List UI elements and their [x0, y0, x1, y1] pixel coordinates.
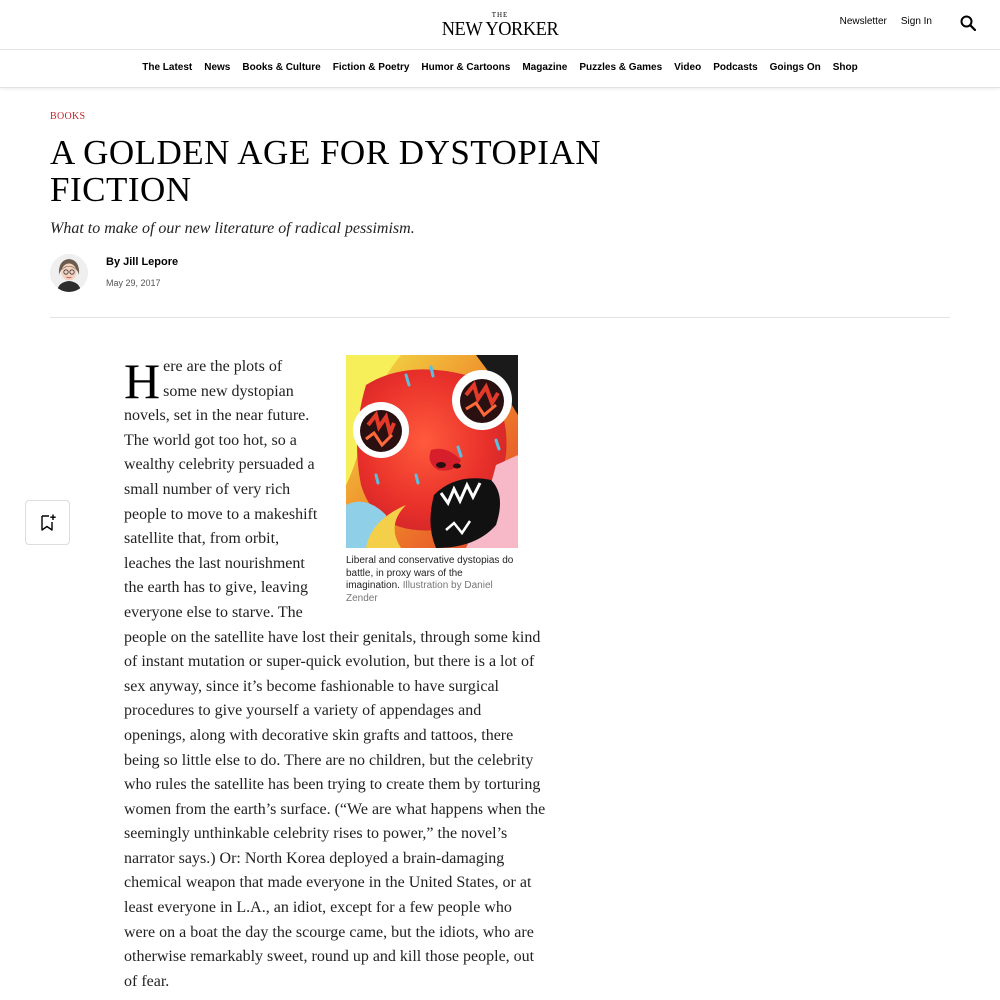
section-nav: [0, 50, 1000, 88]
header-divider: [50, 317, 950, 318]
author-avatar[interactable]: [50, 254, 88, 292]
article-figure: [346, 355, 518, 605]
figure-caption: [346, 555, 516, 605]
article-headline: A GOLDEN AGE FOR DYSTOPIAN FICTION: [50, 133, 602, 209]
bookmark-add-icon: [39, 513, 57, 533]
nav-item-humor-cartoons[interactable]: Humor & Cartoons: [421, 62, 511, 73]
nav-item-magazine[interactable]: Magazine: [522, 62, 568, 73]
caption-credit: Illustration by Daniel Zender: [346, 580, 493, 604]
header-actions: [840, 16, 932, 27]
logo-name: NEW YORKER: [441, 18, 559, 40]
nav-item-puzzles-games[interactable]: Puzzles & Games: [579, 62, 663, 73]
nav-item-video[interactable]: Video: [674, 62, 702, 73]
logo-the: THE: [491, 11, 509, 19]
nav-item-books-culture[interactable]: Books & Culture: [242, 62, 321, 73]
sign-in-link[interactable]: Sign In: [900, 16, 932, 27]
publish-date: May 29, 2017: [106, 278, 161, 288]
nav-item-podcasts[interactable]: Podcasts: [713, 62, 758, 73]
nav-item-shop[interactable]: Shop: [832, 62, 858, 73]
article-dek: What to make of our new literature of radical pessimism.: [50, 220, 415, 237]
save-article-button[interactable]: [25, 500, 70, 545]
author-portrait-icon: [50, 254, 88, 292]
drop-cap: H: [124, 353, 161, 409]
illustration-image[interactable]: [346, 355, 518, 548]
search-icon[interactable]: [960, 15, 976, 31]
nav-item-news[interactable]: News: [204, 62, 231, 73]
nav-item-fiction-poetry[interactable]: Fiction & Poetry: [332, 62, 410, 73]
newsletter-link[interactable]: Newsletter: [839, 16, 887, 27]
paragraph-text: ere are the plots of some new dystopian novels, set in the near future. The world got too hot, so a wealthy celebrity persuaded a small number of very rich people to move to a makeshift satellite that, from orbit, leaches the last nourishment the earth has to give, leaving everyone else to starve. The people on the satellite have lost their genitals, through some kind of instant mutation or super-quick evolution, but there is a lot of sex anyway, since it’s become fashionable to have surgical procedures to give yourself a variety of appendages and openings, along with decorative skin grafts and tattoos, there being so little else to do. There are no children, but the celebrity who rules the satellite has been trying to create them by torturing women from the earth’s surface. (“We are what happens when the seemingly unthinkable celebrity rises to power,” the novel’s narrator says.) Or: North Korea deployed a brain-damaging chemical weapon that made everyone in the United States, or at least everyone in L.A., an idiot, except for a few people who were on a boat the day the scourge came, but the idiots, who are otherwise remarkably sweet, round up and kill those people, out of fear.: [124, 358, 546, 990]
site-header: [0, 0, 1000, 50]
author-byline[interactable]: By Jill Lepore: [106, 256, 179, 268]
section-rubric[interactable]: BOOKS: [50, 111, 86, 122]
caption-text: Liberal and conservative dystopias do battle, in proxy wars of the imagination.: [346, 555, 514, 591]
nav-item-goings-on[interactable]: Goings On: [769, 62, 821, 73]
nav-item-the-latest[interactable]: The Latest: [142, 62, 193, 73]
